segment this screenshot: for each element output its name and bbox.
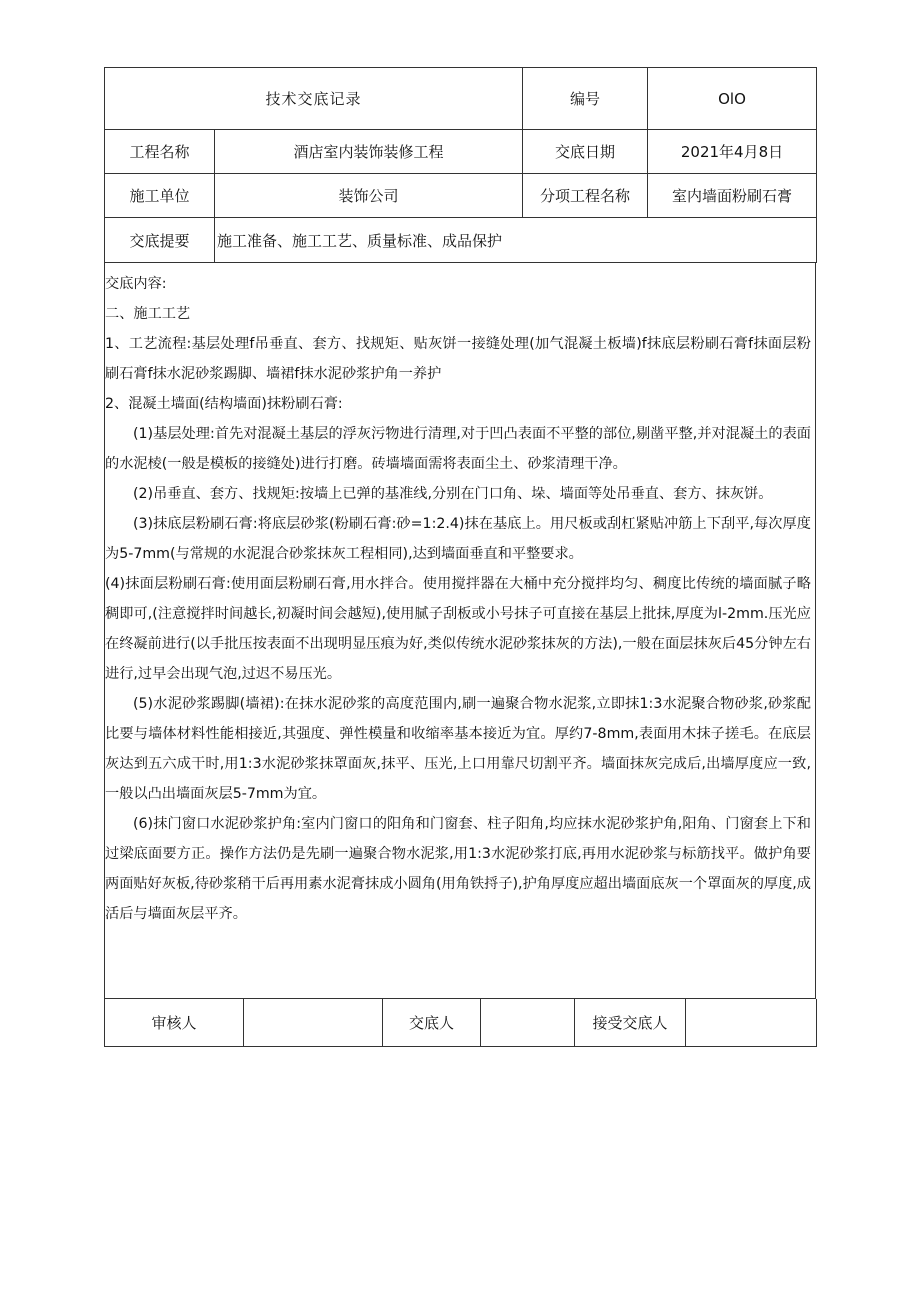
section-title: 二、施工工艺 (105, 306, 191, 322)
reviewer-label: 审核人 (105, 999, 244, 1047)
step-3: (3)抹底层粉刷石膏:将底层砂浆(粉刷石膏:砂=1:2.4)抹在基底上。用尺板或刮杠紧贴冲筋上下刮平,每次厚度为5-7mm(与常规的水泥混合砂浆抹灰工程相同),达到墙面垂直和平整要求。 (105, 516, 811, 562)
discloser-signature (481, 999, 575, 1047)
step-4: (4)抹面层粉刷石膏:使用面层粉刷石膏,用水拌合。使用搅拌器在大桶中充分搅拌均匀、稠度比传统的墙面腻子略稠即可,(注意搅拌时间越长,初凝时间会越短),使用腻子刮板或小号抹子可直接在基层上批抹,厚度为l-2mm.压光应在终凝前进行(以手批压按表面不出现明显压痕为好,类似传统水泥砂浆抹灰的方法),一般在面层抹灰后45分钟左右进行,过早会出现气泡,过迟不易压光。 (105, 576, 811, 682)
contractor-label: 施工单位 (105, 174, 215, 218)
disclosure-record-form (104, 67, 816, 1047)
summary-label: 交底提要 (105, 218, 215, 263)
discloser-label: 交底人 (383, 999, 481, 1047)
reviewer-signature (244, 999, 383, 1047)
project-name-value: 酒店室内装饰装修工程 (215, 130, 523, 174)
content-heading: 交底内容: (105, 276, 167, 292)
subitem-label: 分项工程名称 (523, 174, 648, 218)
content-area (104, 263, 816, 999)
form-title: 技术交底记录 (105, 68, 523, 130)
project-name-label: 工程名称 (105, 130, 215, 174)
subitem-value: 室内墙面粉刷石膏 (648, 174, 817, 218)
step-1: (1)基层处理:首先对混凝土基层的浮灰污物进行清理,对于凹凸表面不平整的部位,剔凿平整,并对混凝土的表面的水泥棱(一般是模板的接缝处)进行打磨。砖墙墙面需将表面尘土、砂浆清理干净。 (105, 426, 811, 472)
number-label: 编号 (523, 68, 648, 130)
number-value: OlO (648, 68, 817, 130)
signature-table (104, 999, 817, 1047)
date-label: 交底日期 (523, 130, 648, 174)
date-value: 2021年4月8日 (648, 130, 817, 174)
step-6: (6)抹门窗口水泥砂浆护角:室内门窗口的阳角和门窗套、柱子阳角,均应抹水泥砂浆护角,阳角、门窗套上下和过梁底面要方正。操作方法仍是先刷一遍聚合物水泥浆,用1:3水泥砂浆打底,再用水泥砂浆与标筋找平。做护角要两面贴好灰板,待砂浆稍干后再用素水泥膏抹成小圆角(用角铁捋子),护角厚度应超出墙面底灰一个罩面灰的厚度,成活后与墙面灰层平齐。 (105, 816, 811, 922)
receiver-signature (686, 999, 817, 1047)
subsection-title: 2、混凝土墙面(结构墙面)抹粉刷石膏: (105, 396, 343, 412)
receiver-label: 接受交底人 (575, 999, 686, 1047)
summary-value: 施工准备、施工工艺、质量标准、成品保护 (215, 218, 817, 263)
header-table (104, 67, 817, 263)
contractor-value: 装饰公司 (215, 174, 523, 218)
process-flow: 1、工艺流程:基层处理f吊垂直、套方、找规矩、贴灰饼一接缝处理(加气混凝土板墙)f抹底层粉刷石膏f抹面层粉刷石膏f抹水泥砂浆踢脚、墙裙f抹水泥砂浆护角一养护 (105, 336, 811, 382)
step-5: (5)水泥砂浆踢脚(墙裙):在抹水泥砂浆的高度范围内,刷一遍聚合物水泥浆,立即抹1:3水泥聚合物砂浆,砂浆配比要与墙体材料性能相接近,其强度、弹性模量和收缩率基本接近为宜。厚约7-8mm,表面用木抹子搓毛。在底层灰达到五六成干时,用1:3水泥砂浆抹罩面灰,抹平、压光,上口用靠尺切割平齐。墙面抹灰完成后,出墙厚度应一致,一般以凸出墙面灰层5-7mm为宜。 (105, 696, 811, 802)
step-2: (2)吊垂直、套方、找规矩:按墙上已弹的基准线,分别在门口角、垛、墙面等处吊垂直、套方、抹灰饼。 (133, 486, 773, 502)
